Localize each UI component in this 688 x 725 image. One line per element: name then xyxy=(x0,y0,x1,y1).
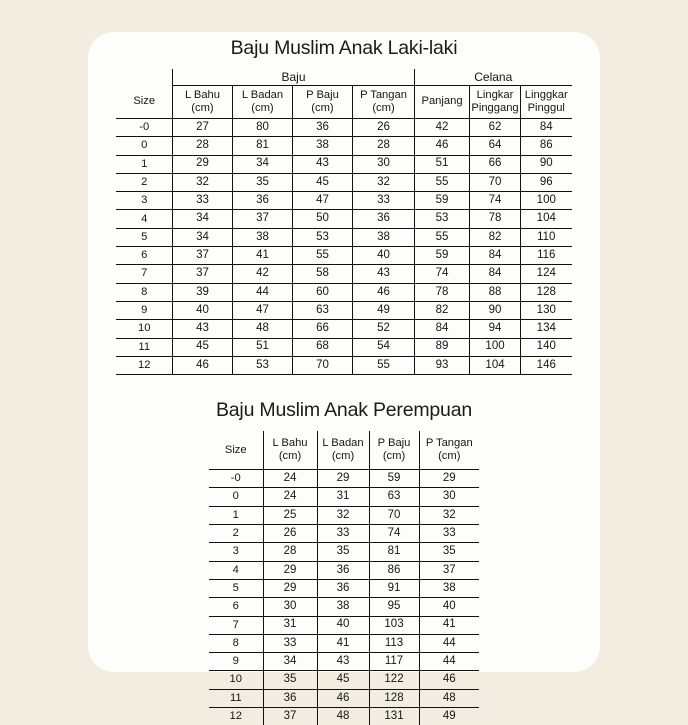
cell-value: 47 xyxy=(292,192,352,210)
cell-value: 63 xyxy=(369,488,419,506)
cell-size: 3 xyxy=(116,192,172,210)
cell-value: 25 xyxy=(263,506,317,524)
cell-value: 26 xyxy=(263,525,317,543)
cell-value: 90 xyxy=(521,155,572,173)
cell-value: 104 xyxy=(521,210,572,228)
boys-chart-title: Baju Muslim Anak Laki-laki xyxy=(230,37,458,59)
boys-header-l-bahu xyxy=(172,86,232,119)
cell-value: 100 xyxy=(470,338,521,356)
cell-value: 38 xyxy=(317,598,369,616)
cell-size: 7 xyxy=(209,616,263,634)
boys-header-panjang-name: Panjang xyxy=(421,95,463,108)
cell-value: 51 xyxy=(415,155,470,173)
cell-value: 49 xyxy=(352,301,414,319)
cell-value: 84 xyxy=(521,119,572,137)
cell-value: 74 xyxy=(369,525,419,543)
cell-value: 37 xyxy=(232,210,292,228)
cell-value: 94 xyxy=(470,320,521,338)
cell-value: 66 xyxy=(470,155,521,173)
cell-value: 68 xyxy=(292,338,352,356)
cell-value: 33 xyxy=(419,525,479,543)
boys-group-celana: Celana xyxy=(415,69,572,86)
cell-value: 29 xyxy=(419,470,479,488)
girls-header-p-baju xyxy=(369,431,419,470)
cell-value: 59 xyxy=(415,247,470,265)
cell-value: 45 xyxy=(317,671,369,689)
girls-header-l-bahu-name: L Bahu xyxy=(272,436,308,449)
cell-value: 42 xyxy=(415,119,470,137)
cell-value: 53 xyxy=(415,210,470,228)
cell-size: -0 xyxy=(209,470,263,488)
cell-value: 50 xyxy=(292,210,352,228)
boys-header-p-tangan-unit: (cm) xyxy=(372,102,395,114)
cell-size: 3 xyxy=(209,543,263,561)
cell-value: 100 xyxy=(521,192,572,210)
table-row xyxy=(209,470,479,488)
table-row xyxy=(116,192,571,210)
cell-value: 28 xyxy=(172,137,232,155)
table-row xyxy=(209,488,479,506)
girls-table-body xyxy=(209,470,479,725)
cell-value: 116 xyxy=(521,247,572,265)
cell-size: 4 xyxy=(116,210,172,228)
cell-value: 84 xyxy=(470,265,521,283)
cell-value: 38 xyxy=(232,228,292,246)
girls-header-p-tangan-name: P Tangan xyxy=(425,436,473,449)
cell-value: 89 xyxy=(415,338,470,356)
cell-value: 35 xyxy=(419,543,479,561)
boys-header-lingkar-pinggang-name: Lingkar xyxy=(476,88,514,101)
boys-header-linggkar-pinggul-name: Linggkar xyxy=(524,88,568,101)
cell-value: 43 xyxy=(292,155,352,173)
boys-header-l-bahu-unit: (cm) xyxy=(191,102,214,114)
boys-group-header-row xyxy=(116,69,571,86)
cell-value: 78 xyxy=(415,283,470,301)
cell-size: 11 xyxy=(209,689,263,707)
girls-header-l-badan xyxy=(317,431,369,470)
cell-size: 12 xyxy=(229,710,242,723)
cell-value: 36 xyxy=(263,689,317,707)
table-row xyxy=(209,653,479,671)
cell-value: 59 xyxy=(369,470,419,488)
boys-column-header-row xyxy=(116,86,571,119)
cell-value: 81 xyxy=(369,543,419,561)
cell-size: 8 xyxy=(116,283,172,301)
cell-size: 4 xyxy=(209,561,263,579)
cell-size: 2 xyxy=(116,173,172,191)
cell-value: 43 xyxy=(172,320,232,338)
cell-value: 84 xyxy=(415,320,470,338)
girls-table-head xyxy=(209,431,479,470)
size-chart-card-inner xyxy=(88,32,600,723)
cell-value: 30 xyxy=(263,598,317,616)
cell-value: 81 xyxy=(232,137,292,155)
cell-value: 35 xyxy=(263,671,317,689)
table-row xyxy=(116,119,571,137)
cell-value: 66 xyxy=(292,320,352,338)
cell-value: 82 xyxy=(470,228,521,246)
cell-value: 30 xyxy=(352,155,414,173)
cell-value: 29 xyxy=(317,470,369,488)
cell-value: 34 xyxy=(263,653,317,671)
cell-value: 48 xyxy=(232,320,292,338)
cell-size: 9 xyxy=(209,653,263,671)
boys-group-baju: Baju xyxy=(172,69,414,86)
cell-value: 53 xyxy=(292,228,352,246)
cell-value: 32 xyxy=(419,506,479,524)
table-row xyxy=(209,634,479,652)
cell-size: 6 xyxy=(116,247,172,265)
cell-value: 128 xyxy=(521,283,572,301)
cell-value: 74 xyxy=(415,265,470,283)
cell-size: 5 xyxy=(116,228,172,246)
table-row xyxy=(116,283,571,301)
cell-value: 37 xyxy=(263,708,317,725)
cell-value: 46 xyxy=(419,671,479,689)
cell-value: 24 xyxy=(263,488,317,506)
cell-size: 7 xyxy=(116,265,172,283)
cell-value: 40 xyxy=(352,247,414,265)
cell-value: 70 xyxy=(292,356,352,374)
cell-value: 90 xyxy=(470,301,521,319)
boys-header-l-badan-name: L Badan xyxy=(241,88,284,101)
girls-header-l-badan-unit: (cm) xyxy=(331,450,355,463)
cell-value: 52 xyxy=(352,320,414,338)
cell-value: 146 xyxy=(521,356,572,374)
cell-size: 12 xyxy=(116,356,172,374)
cell-value: 122 xyxy=(369,671,419,689)
cell-value: 48 xyxy=(317,708,369,725)
cell-value: 45 xyxy=(172,338,232,356)
cell-value: 59 xyxy=(415,192,470,210)
cell-value: 95 xyxy=(369,598,419,616)
cell-value: 84 xyxy=(470,247,521,265)
cell-value: 35 xyxy=(232,173,292,191)
cell-value: 82 xyxy=(415,301,470,319)
table-row xyxy=(116,210,571,228)
cell-value: 28 xyxy=(352,137,414,155)
girls-header-p-tangan xyxy=(419,431,479,470)
cell-value: 38 xyxy=(352,228,414,246)
boys-header-lingkar-pinggang-unit: Pinggang xyxy=(471,102,519,114)
cell-value: 36 xyxy=(232,192,292,210)
cell-value: 63 xyxy=(292,301,352,319)
cell-value: 39 xyxy=(172,283,232,301)
cell-size: 2 xyxy=(209,525,263,543)
table-row xyxy=(116,155,571,173)
boys-header-p-baju xyxy=(292,86,352,119)
cell-value: 31 xyxy=(263,616,317,634)
table-row xyxy=(116,338,571,356)
cell-value: 55 xyxy=(352,356,414,374)
boys-table-head xyxy=(116,69,571,119)
cell-value: 46 xyxy=(317,689,369,707)
cell-value: 86 xyxy=(369,561,419,579)
cell-value: 43 xyxy=(317,653,369,671)
table-row xyxy=(116,320,571,338)
cell-size: 0 xyxy=(116,137,172,155)
cell-value: 103 xyxy=(369,616,419,634)
cell-value: 131 xyxy=(369,708,419,725)
cell-value: 62 xyxy=(470,119,521,137)
boys-header-size: Size xyxy=(116,86,172,119)
cell-size: -0 xyxy=(116,119,172,137)
cell-value: 36 xyxy=(352,210,414,228)
girls-header-l-bahu xyxy=(263,431,317,470)
table-row xyxy=(116,247,571,265)
cell-value: 49 xyxy=(419,708,479,725)
cell-value: 37 xyxy=(172,247,232,265)
cell-value: 96 xyxy=(521,173,572,191)
cell-size: 1 xyxy=(116,155,172,173)
cell-size: 8 xyxy=(209,634,263,652)
girls-chart-title: Baju Muslim Anak Perempuan xyxy=(215,399,472,422)
cell-size: 0 xyxy=(209,488,263,506)
cell-value: 47 xyxy=(232,301,292,319)
cell-size: 10 xyxy=(116,320,172,338)
cell-value: 32 xyxy=(352,173,414,191)
table-row xyxy=(209,616,479,634)
cell-value: 86 xyxy=(521,137,572,155)
cell-value: 46 xyxy=(352,283,414,301)
cell-value: 35 xyxy=(317,543,369,561)
cell-value: 36 xyxy=(317,561,369,579)
girls-header-l-badan-name: L Badan xyxy=(322,436,364,449)
cell-value: 41 xyxy=(232,247,292,265)
cell-value: 70 xyxy=(470,173,521,191)
cell-value: 37 xyxy=(172,265,232,283)
cell-value: 117 xyxy=(369,653,419,671)
table-row xyxy=(209,579,479,597)
cell-value: 36 xyxy=(317,579,369,597)
boys-size-table xyxy=(116,69,571,375)
cell-value: 40 xyxy=(317,616,369,634)
table-row xyxy=(209,598,479,616)
cell-value: 91 xyxy=(369,579,419,597)
cell-size: 10 xyxy=(209,671,263,689)
cell-value: 41 xyxy=(317,634,369,652)
boys-header-p-tangan xyxy=(352,86,414,119)
boys-header-p-tangan-name: P Tangan xyxy=(360,88,407,101)
cell-value: 42 xyxy=(232,265,292,283)
cell-size: 6 xyxy=(209,598,263,616)
cell-value: 88 xyxy=(470,283,521,301)
cell-value: 32 xyxy=(317,506,369,524)
cell-value: 93 xyxy=(415,356,470,374)
boys-header-p-baju-unit: (cm) xyxy=(311,102,334,114)
cell-value: 60 xyxy=(292,283,352,301)
boys-header-linggkar-pinggul xyxy=(521,86,572,119)
cell-size: 5 xyxy=(209,579,263,597)
cell-value: 51 xyxy=(232,338,292,356)
cell-value: 55 xyxy=(415,173,470,191)
boys-header-lingkar-pinggang xyxy=(470,86,521,119)
girls-size-table xyxy=(209,431,479,725)
cell-size: 11 xyxy=(116,338,172,356)
cell-value: 78 xyxy=(470,210,521,228)
cell-value: 34 xyxy=(232,155,292,173)
cell-value: 29 xyxy=(263,579,317,597)
cell-value: 36 xyxy=(292,119,352,137)
cell-value: 32 xyxy=(172,173,232,191)
cell-value: 45 xyxy=(292,173,352,191)
cell-value: 140 xyxy=(521,338,572,356)
cell-value: 34 xyxy=(172,228,232,246)
table-row xyxy=(209,671,479,689)
cell-value: 134 xyxy=(521,320,572,338)
boys-header-l-bahu-name: L Bahu xyxy=(184,88,220,101)
cell-value: 44 xyxy=(232,283,292,301)
table-row xyxy=(209,708,479,725)
cell-value: 53 xyxy=(232,356,292,374)
cell-value: 55 xyxy=(415,228,470,246)
cell-value: 124 xyxy=(521,265,572,283)
girls-header-p-tangan-unit: (cm) xyxy=(438,450,461,463)
cell-value: 104 xyxy=(470,356,521,374)
cell-value: 130 xyxy=(521,301,572,319)
cell-value: 40 xyxy=(172,301,232,319)
cell-value: 26 xyxy=(352,119,414,137)
cell-value: 44 xyxy=(419,634,479,652)
table-row xyxy=(116,356,571,374)
cell-value: 33 xyxy=(352,192,414,210)
boys-header-panjang xyxy=(415,86,470,119)
cell-value: 113 xyxy=(369,634,419,652)
cell-value: 34 xyxy=(172,210,232,228)
boys-table-body xyxy=(116,119,571,375)
girls-header-p-baju-unit: (cm) xyxy=(382,450,406,463)
cell-value: 28 xyxy=(263,543,317,561)
cell-value: 48 xyxy=(419,689,479,707)
cell-value: 41 xyxy=(419,616,479,634)
table-row xyxy=(209,543,479,561)
cell-value: 55 xyxy=(292,247,352,265)
cell-value: 37 xyxy=(419,561,479,579)
cell-value: 74 xyxy=(470,192,521,210)
cell-value: 80 xyxy=(232,119,292,137)
table-row xyxy=(209,561,479,579)
boys-header-linggkar-pinggul-unit: Pinggul xyxy=(527,102,565,114)
cell-value: 29 xyxy=(172,155,232,173)
cell-value: 40 xyxy=(419,598,479,616)
cell-value: 128 xyxy=(369,689,419,707)
table-row xyxy=(116,228,571,246)
girls-header-size: Size xyxy=(209,431,263,470)
table-row xyxy=(116,301,571,319)
table-row xyxy=(116,265,571,283)
cell-value: 33 xyxy=(317,525,369,543)
table-row xyxy=(209,525,479,543)
table-row xyxy=(116,173,571,191)
cell-value: 46 xyxy=(172,356,232,374)
size-chart-card xyxy=(88,32,600,723)
boys-header-l-badan-unit: (cm) xyxy=(251,102,274,114)
cell-value: 54 xyxy=(352,338,414,356)
cell-value: 70 xyxy=(369,506,419,524)
cell-value: 38 xyxy=(292,137,352,155)
girls-column-header-row xyxy=(209,431,479,470)
boys-header-l-badan xyxy=(232,86,292,119)
cell-value: 31 xyxy=(317,488,369,506)
cell-value: 44 xyxy=(419,653,479,671)
cell-value: 58 xyxy=(292,265,352,283)
cell-value: 64 xyxy=(470,137,521,155)
table-row xyxy=(116,137,571,155)
cell-value: 29 xyxy=(263,561,317,579)
cell-value: 33 xyxy=(263,634,317,652)
cell-size: 1 xyxy=(209,506,263,524)
cell-value: 30 xyxy=(419,488,479,506)
cell-value: 43 xyxy=(352,265,414,283)
girls-header-p-baju-name: P Baju xyxy=(377,436,411,449)
boys-header-p-baju-name: P Baju xyxy=(306,88,339,101)
cell-value: 110 xyxy=(521,228,572,246)
cell-value: 33 xyxy=(172,192,232,210)
cell-value: 46 xyxy=(415,137,470,155)
boys-group-spacer xyxy=(116,69,172,86)
cell-value: 24 xyxy=(263,470,317,488)
cell-value: 38 xyxy=(419,579,479,597)
girls-header-l-bahu-unit: (cm) xyxy=(278,450,302,463)
cell-value: 27 xyxy=(172,119,232,137)
table-row xyxy=(209,689,479,707)
table-row xyxy=(209,506,479,524)
cell-size: 9 xyxy=(116,301,172,319)
